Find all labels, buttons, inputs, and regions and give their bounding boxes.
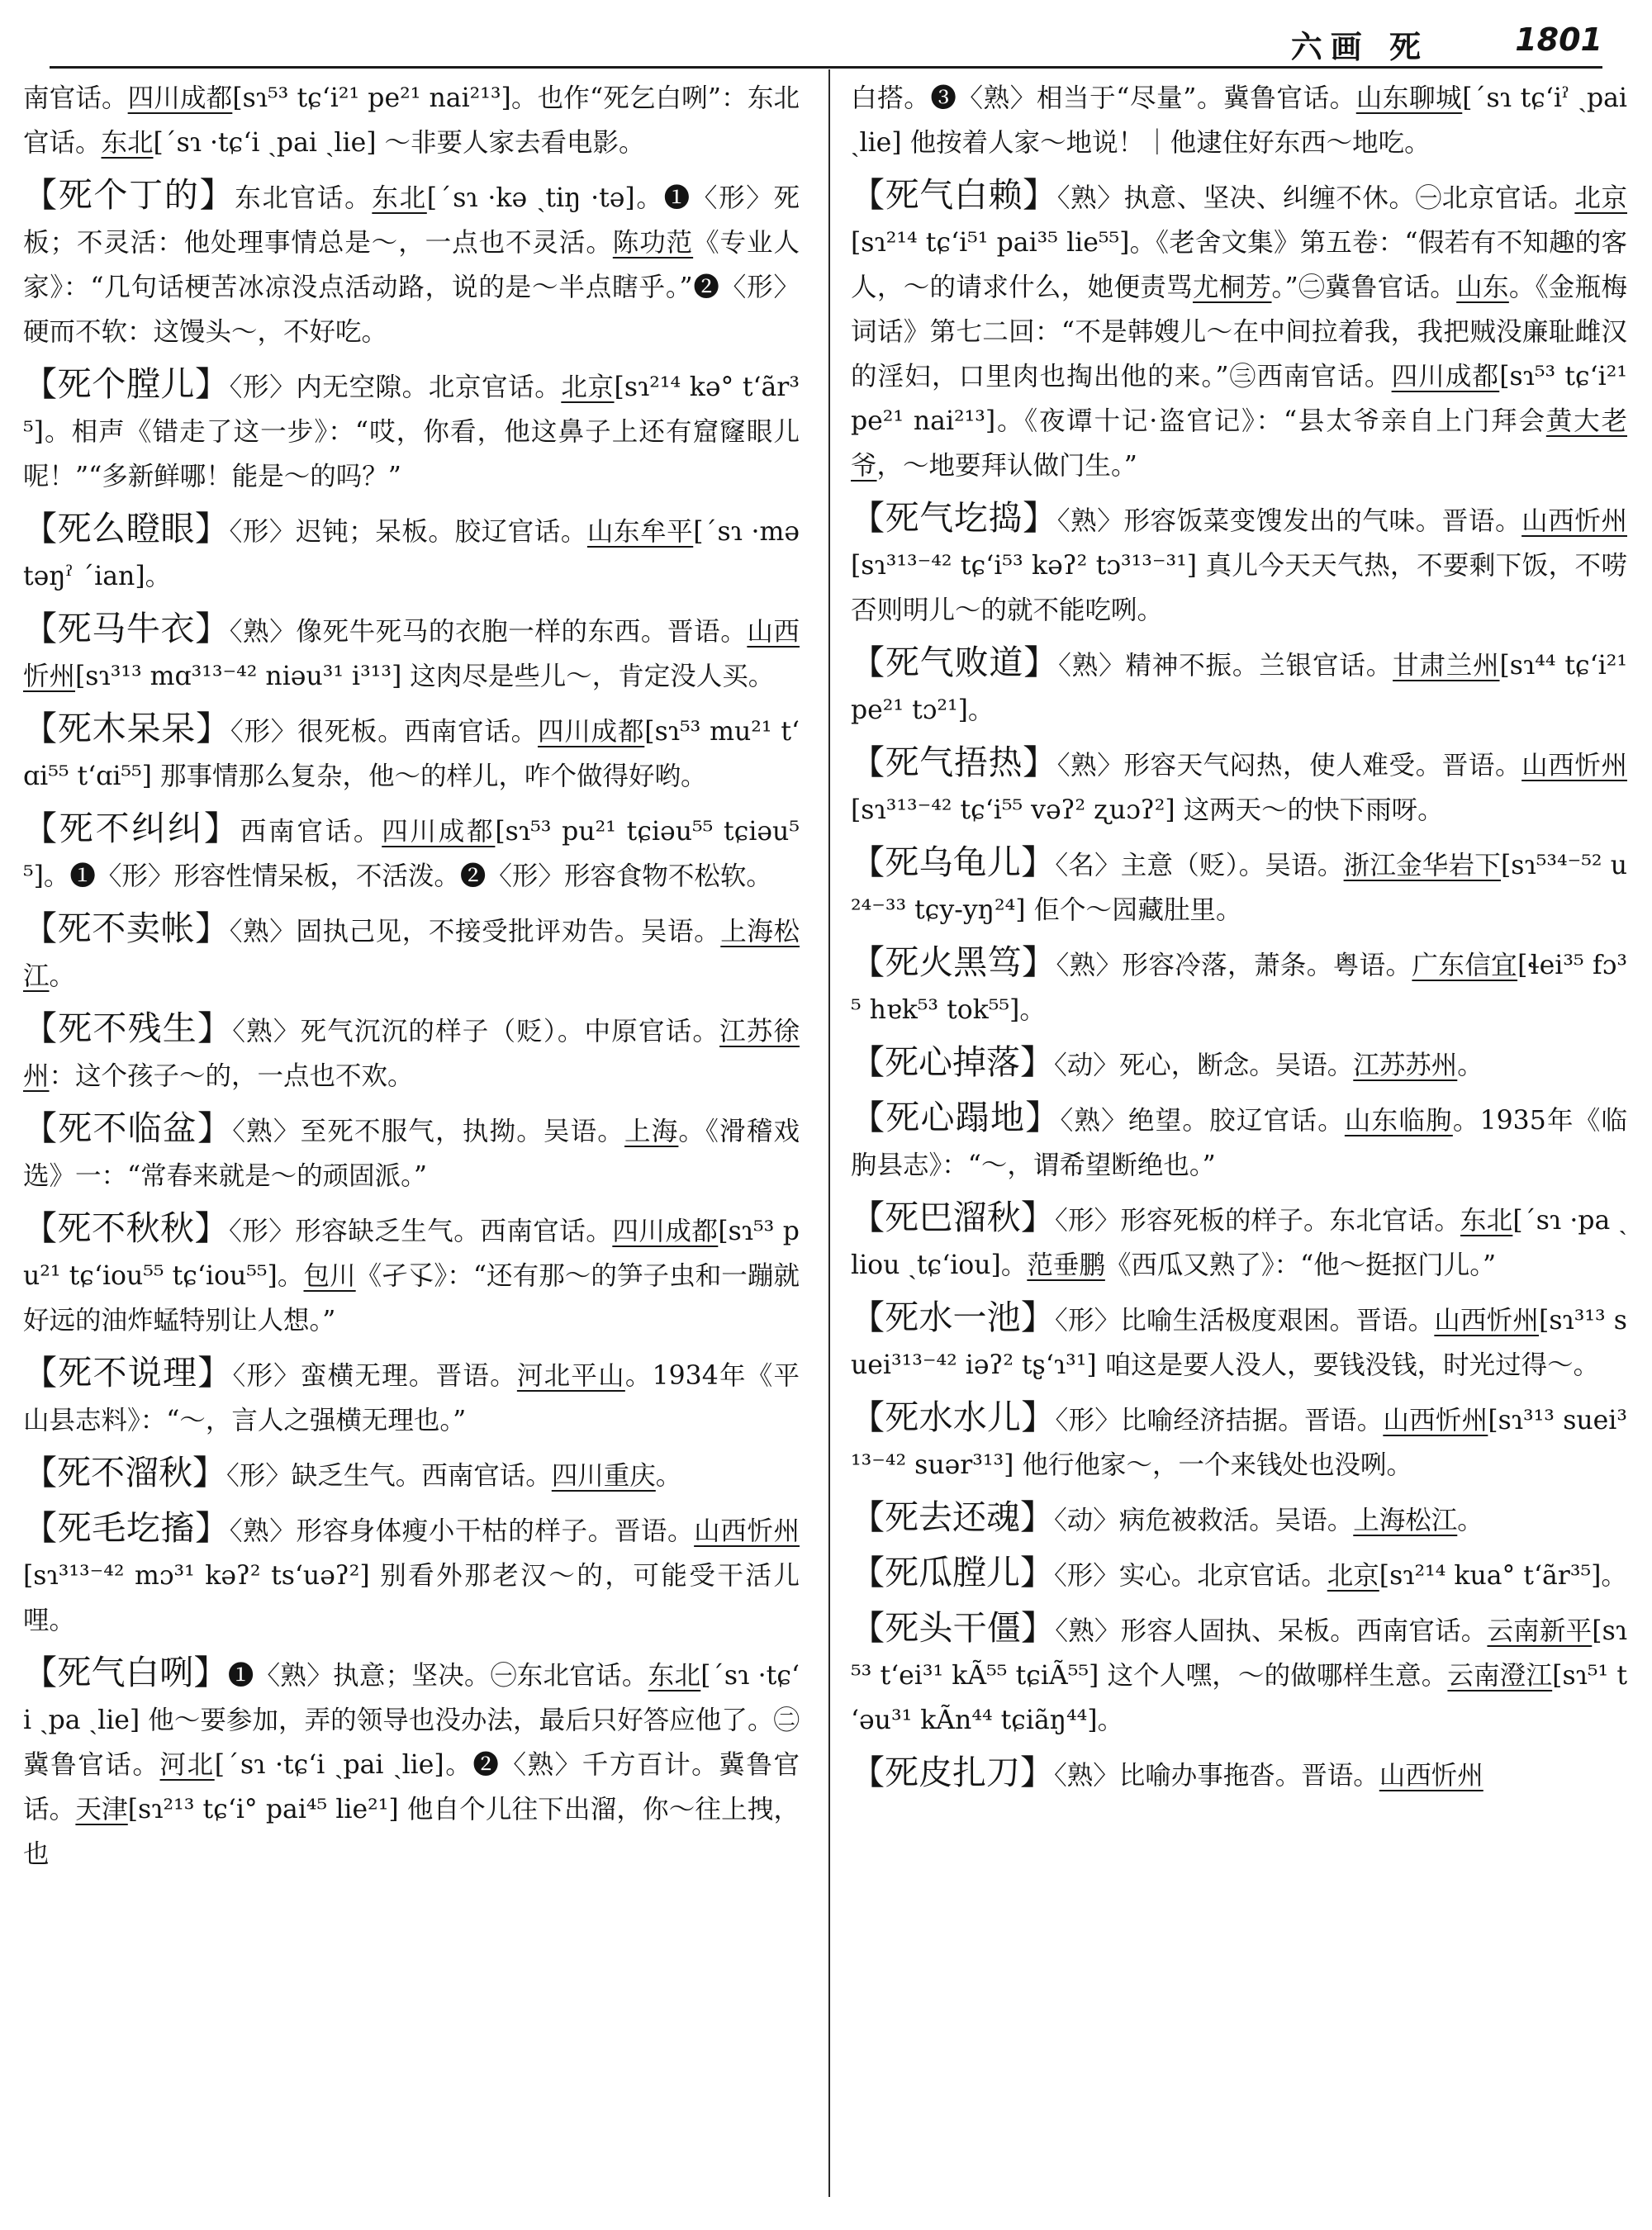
entry-headword: 【死水水儿】 [851,1397,1056,1437]
location-name: 云南澄江 [1447,1661,1553,1691]
entry-headword: 【死气捂热】 [851,743,1057,782]
entry-headword: 【死气白赖】 [851,175,1057,215]
location-name: 山东牟平 [586,517,694,547]
running-header [50,21,1602,69]
entry-headword: 【死心蹋地】 [851,1098,1061,1137]
entry-text: [sɿ³¹³⁻⁴² tɕʻi⁵³ kəʔ² tɔ³¹³⁻³¹] 真儿今天天气热，不要剩下饭，不唠否则明儿～的就不能吃咧。 [851,551,1627,625]
dictionary-entry [23,173,800,354]
entry-text: 〈熟〉比喻办事拖沓。晋语。 [1054,1761,1379,1791]
dictionary-entry [23,1506,800,1643]
entry-headword: 【死不说理】 [23,1353,233,1393]
dictionary-entry [23,76,800,165]
location-name: 北京 [1574,183,1627,213]
dictionary-entry [23,906,800,999]
entry-text: 〈形〉实心。北京官话。 [1054,1561,1327,1591]
entry-text: [sɿ²¹⁴ kua° tʻãr³⁵]。 [1379,1561,1627,1591]
entry-text: 东北官话。 [235,183,373,213]
entry-text: [sɿ⁵³ tɕʻi²¹ pe²¹ nai²¹³]。《夜谭十记·盗官记》：“县太爷亲自上门拜会 [851,362,1627,436]
entry-headword: 【死不临盆】 [23,1108,233,1148]
entry-headword: 【死心掉落】 [851,1042,1054,1082]
location-name: 云南新平 [1487,1616,1593,1646]
location-name: 尤桐芳 [1192,273,1272,302]
entry-text: ❶〈熟〉执意；坚决。㊀东北官话。 [227,1661,648,1691]
entry-text: [sɿ²¹³ tɕʻi° pai⁴⁵ lie²¹] 他自个儿往下出溜，你～往上拽，也 [23,1795,800,1869]
location-name: 河北 [159,1750,215,1780]
entry-headword: 【死不溜秋】 [23,1453,226,1492]
dictionary-entry [23,1650,800,1877]
location-name: 东北 [648,1661,701,1691]
entry-text: 〈形〉比喻经济拮据。晋语。 [1055,1406,1384,1435]
entry-text: [sɿ³¹³ suei³¹³⁻⁴² suər³¹³] 他行他家～，一个来钱处也没咧。 [851,1406,1627,1480]
dictionary-entry [23,806,800,899]
location-name: 东北 [101,128,154,158]
entry-text: 〈形〉比喻生活极度艰困。晋语。 [1055,1306,1435,1336]
dictionary-entry [23,1450,800,1498]
dictionary-entry [851,1606,1627,1743]
entry-text: 〈熟〉形容天气闷热，使人难受。晋语。 [1056,751,1522,780]
entry-text: 〈熟〉执意、坚决、纠缠不休。㊀北京官话。 [1056,183,1575,213]
dictionary-entry [851,173,1627,488]
entry-headword: 【死不纠纠】 [23,809,240,848]
dictionary-entry [851,1550,1627,1598]
entry-text: 〈熟〉精神不振。兰银官话。 [1058,651,1393,681]
entry-text: [ˊsɿ ·tɕʻi ˏpa ˎlie] 他～要参加，弄的领导也没办法，最后只好答应他了。㊁冀鲁官话。 [23,1661,800,1780]
entry-text: [ɬei³⁵ fɔ³⁵ hɐk⁵³ tok⁵⁵]。 [851,951,1627,1025]
entry-text: 〈熟〉形容人固执、呆板。西南官话。 [1055,1616,1488,1646]
entry-headword: 【死么瞪眼】 [23,509,230,548]
entry-headword: 【死个丁的】 [23,175,235,215]
entry-text: 〈形〉形容死板的样子。东北官话。 [1055,1206,1461,1236]
entry-text: 〈名〉主意（贬）。吴语。 [1055,851,1344,880]
entry-text: 〈熟〉形容冷落，萧条。粤语。 [1056,951,1412,980]
entry-headword: 【死皮扎刀】 [851,1753,1054,1792]
location-name: 四川重庆 [551,1461,656,1491]
entry-text: 《专业人家》：“几句话梗苦冰凉没点活动路，说的是～半点瞎乎。”❷〈形〉硬而不软：这馒头～，不好吃。 [23,228,800,347]
location-name: 山西忻州 [694,1516,800,1546]
dictionary-entry [851,940,1627,1032]
dictionary-entry [23,506,800,599]
location-name: 东北 [1460,1206,1513,1236]
location-name: 四川成都 [382,817,496,847]
dictionary-entry [23,362,800,499]
column-right [851,76,1627,2207]
entry-headword: 【死气败道】 [851,643,1059,682]
entry-text: 南官话。 [23,83,128,113]
entry-text: 〈形〉缺乏生气。西南官话。 [226,1461,552,1491]
entry-headword: 【死木呆呆】 [23,709,230,748]
entry-headword: 【死马牛衣】 [23,609,230,648]
entry-text: [ˊsɿ ·pa ˎliou ˎtɕʻiou]。 [851,1206,1627,1280]
section-title: 六画 死 [1290,29,1429,65]
dictionary-entry [851,1295,1627,1388]
entry-text: [sɿ⁵³ mu²¹ tʻɑi⁵⁵ tʻɑi⁵⁵] 那事情那么复杂，他～的样儿，咋个做得好哟。 [23,717,800,791]
entry-headword: 【死去还魂】 [851,1497,1054,1537]
entry-text: 《孑孓》：“还有那～的笋子虫和一蹦就好远的油炸蜢特别让人想。” [23,1261,800,1336]
dictionary-entry [851,1195,1627,1288]
entry-text: 〈形〉蛮横无理。晋语。 [232,1361,517,1391]
entry-text: 。1935年《临朐县志》：“～，谓希望断绝也。” [851,1106,1627,1180]
location-name: 江苏苏州 [1353,1051,1458,1080]
entry-headword: 【死气圪捣】 [851,498,1057,538]
dictionary-entry [851,1040,1627,1088]
dictionary-entry [851,840,1627,932]
entry-text: [sɿ⁵³ pu²¹ tɕʻiou⁵⁵ tɕʻiou⁵⁵]。 [23,1217,800,1291]
location-name: 北京 [561,372,615,402]
entry-text: 〈熟〉形容身体瘦小干枯的样子。晋语。 [229,1516,695,1546]
entry-text: 〈熟〉至死不服气，执拗。吴语。 [232,1117,624,1146]
location-name: 山东 [1456,273,1509,302]
entry-text: [sɿ⁵³⁴⁻⁵² u²⁴⁻³³ tɕy-yŋ²⁴] 佢个～囥藏肚里。 [851,851,1627,925]
entry-text: 〈熟〉像死牛死马的衣胞一样的东西。晋语。 [229,617,748,647]
location-name: 上海 [624,1117,679,1146]
location-name: 江苏徐州 [23,1017,800,1091]
entry-text: [ˊsɿ ·mə təŋˀ ˊian]。 [23,517,800,591]
dictionary-entry [851,1095,1627,1188]
entry-text: [sɿ²¹⁴ kə° tʻãr³⁵]。相声《错走了这一步》：“哎，你看，他这鼻子上还有窟窿眼儿呢！”“多新鲜哪！能是～的吗？” [23,372,800,491]
location-name: 山西忻州 [1521,506,1627,536]
entry-text: 〈熟〉绝望。胶辽官话。 [1060,1106,1345,1136]
location-name: 东北 [372,183,427,213]
location-name: 上海松江 [23,917,800,991]
location-name: 北京 [1327,1561,1379,1591]
entry-text: ：这个孩子～的，一点也不欢。 [49,1061,414,1091]
entry-text: 〈熟〉形容饭菜变馊发出的气味。晋语。 [1056,506,1522,536]
dictionary-entry [851,740,1627,833]
entry-text: [sɿ³¹³⁻⁴² mɔ³¹ kəʔ² tsʻuəʔ²] 别看外那老汉～的，可能受干活儿哩。 [23,1561,800,1635]
entry-text: [sɿ³¹³ mɑ³¹³⁻⁴² niəu³¹ i³¹³] 这肉尽是些儿～，肯定没人买。 [75,662,775,691]
entry-text: [sɿ⁵³ tɕʻi²¹ pe²¹ nai²¹³]。也作“死乞白咧”：东北官话。 [23,83,800,158]
dictionary-entry [851,1495,1627,1543]
location-name: 天津 [75,1795,128,1824]
entry-headword: 【死不卖帐】 [23,909,230,948]
entry-text: 〈形〉形容缺乏生气。西南官话。 [229,1217,613,1246]
entry-text: [sɿ⁵³ pu²¹ tɕiəu⁵⁵ tɕiəu⁵⁵]。❶〈形〉形容性情呆板，不活泼。❷〈形〉形容食物不松软。 [23,817,800,891]
location-name: 山西忻州 [1383,1406,1488,1435]
dictionary-entry [23,1006,800,1098]
entry-headword: 【死瓜膛儿】 [851,1553,1054,1592]
location-name: 山西忻州 [1434,1306,1540,1336]
location-name: 上海松江 [1353,1506,1458,1535]
dictionary-entry [851,496,1627,633]
entry-text: 。”㊁冀鲁官话。 [1271,273,1457,302]
entry-text: ，～地要拜认做门生。” [876,451,1137,481]
dictionary-entry [851,76,1627,165]
entry-headword: 【死毛圪搐】 [23,1508,230,1548]
entry-text: 〈形〉迟钝；呆板。胶辽官话。 [229,517,587,547]
entry-text: [ˊsɿ ·tɕʻi ˏpai ˎlie] ～非要人家去看电影。 [153,128,645,158]
dictionary-entry [23,1106,800,1198]
entry-text: 〈形〉内无空隙。北京官话。 [229,372,562,402]
entry-text: 。 [1457,1506,1483,1535]
entry-headword: 【死巴溜秋】 [851,1198,1056,1237]
entry-headword: 【死气白咧】 [23,1653,228,1692]
entry-text: [sɿ⁵¹ tʻəu³¹ kÃn⁴⁴ tɕiãŋ⁴⁴]。 [851,1661,1627,1735]
location-name: 四川成都 [612,1217,719,1246]
column-left [23,76,800,2207]
entry-headword: 【死不秋秋】 [23,1208,230,1248]
location-name: 范垂鹏 [1027,1250,1105,1280]
location-name: 四川成都 [127,83,233,113]
dictionary-entry [851,640,1627,733]
entry-headword: 【死火黑笃】 [851,942,1056,982]
entry-text: 。 [49,961,76,991]
entry-text: 西南官话。 [240,817,382,847]
entry-text: 〈动〉病危被救活。吴语。 [1054,1506,1354,1535]
entry-text: 〈熟〉固执己见，不接受批评劝告。吴语。 [229,917,721,947]
entry-text: [sɿ⁵³ tʻei³¹ kÃ⁵⁵ tɕiÃ⁵⁵] 这个人嘿，～的做哪样生意。 [851,1616,1627,1691]
location-name: 甘肃兰州 [1393,651,1500,681]
location-name: 黄大老爷 [851,406,1627,481]
entry-text: [ˊsɿ ·tɕʻi ˏpai ˎlie]。❷〈熟〉千方百计。冀鲁官话。 [23,1750,800,1824]
entry-text: [sɿ³¹³ suei³¹³⁻⁴² iəʔ² tʂʻɿ³¹] 咱这是要人没人，要钱没钱，时光过得～。 [851,1306,1627,1380]
entry-text: 〈动〉死心，断念。吴语。 [1054,1051,1354,1080]
entry-text: 。《滑稽戏选》一：“常春来就是～的顽固派。” [23,1117,800,1191]
location-name: 河北平山 [516,1361,625,1391]
entry-text: [ˊsɿ tɕʻiˀ ˏpai ˎlie] 他按着人家～地说！｜他逮住好东西～地吃。 [851,83,1627,158]
entry-headword: 【死水一池】 [851,1298,1056,1337]
location-name: 广东信宜 [1412,951,1518,980]
entry-headword: 【死不残生】 [23,1008,233,1048]
dictionary-entry [851,1750,1627,1798]
entry-headword: 【死个膛儿】 [23,364,230,404]
entry-text: [ˊsɿ ·kə ˎtiŋ ·tə]。❶〈形〉死板；不灵活：他处理事情总是～，一点也不灵活。 [23,183,800,258]
location-name: 四川成都 [1391,362,1500,391]
entry-text: [sɿ³¹³⁻⁴² tɕʻi⁵⁵ vəʔ² ʐuɔʔ²] 这两天～的快下雨呀。 [851,795,1444,825]
location-name: 山西忻州 [1521,751,1627,780]
location-name: 包川 [303,1261,356,1291]
location-name: 山西忻州 [1379,1761,1483,1791]
location-name: 山西忻州 [23,617,800,691]
entry-text: 〈熟〉死气沉沉的样子（贬）。中原官话。 [232,1017,720,1046]
location-name: 山东聊城 [1355,83,1463,113]
entry-headword: 【死头干僵】 [851,1608,1056,1648]
entry-text: [sɿ⁴⁴ tɕʻi²¹ pe²¹ tɔ²¹]。 [851,651,1627,725]
location-name: 浙江金华岩下 [1343,851,1501,880]
entry-text: 。1934年《平山县志料》：“～，言人之强横无理也。” [23,1361,800,1435]
entry-headword: 【死乌龟儿】 [851,842,1056,882]
entry-text: 白搭。❸〈熟〉相当于“尽量”。冀鲁官话。 [851,83,1356,113]
entry-text: 。 [655,1461,682,1491]
dictionary-entry [23,606,800,699]
column-divider [828,69,830,2197]
entry-text: 《西瓜又熟了》：“他～挺抠门儿。” [1104,1250,1497,1280]
entry-text: [sɿ²¹⁴ tɕʻi⁵¹ pai³⁵ lie⁵⁵]。《老舍文集》第五卷：“假若有不知趣的客人，～的请求什么，她便责骂 [851,228,1627,302]
entry-text: 〈形〉很死板。西南官话。 [230,717,538,747]
location-name: 四川成都 [538,717,645,747]
dictionary-entry [23,1350,800,1443]
entry-text: 。《金瓶梅词话》第七二回：“不是韩嫂儿～在中间拉着我，我把贼没廉耻雌汉的淫妇，口里肉也掏出他的来。”㊂西南官话。 [851,273,1627,391]
dictionary-entry [851,1395,1627,1487]
header-rule [50,66,1602,69]
entry-text: 。 [1457,1051,1483,1080]
location-name: 山东临朐 [1344,1106,1453,1136]
location-name: 陈功范 [612,228,694,258]
dictionary-entry [23,1206,800,1343]
dictionary-entry [23,706,800,799]
page-number: 1801 [1515,21,1602,58]
